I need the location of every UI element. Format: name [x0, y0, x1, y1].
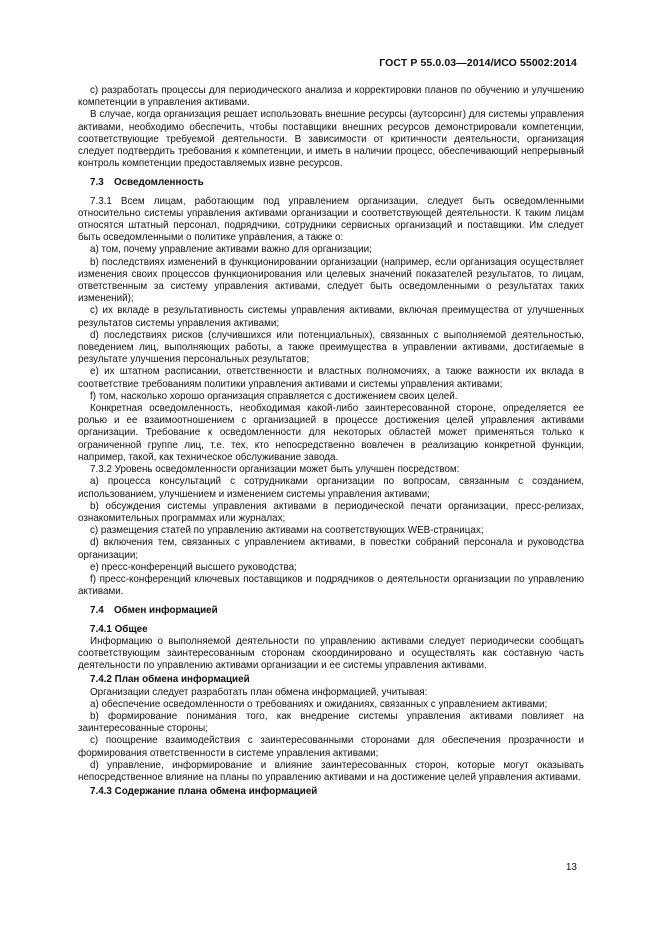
paragraph: Конкретная осведомленность, необходимая какой-либо заинтересованной стороне, определяется ее ролью и ее взаимоотношением с организацией в процессе достижения целей управления активами организации. Требование к осведомленности для некоторых областей может применяться только к ограниченной группе лиц, т.е. тех, кто непосредственно вовлечен в реализацию конкретной функции, например, такой, как техническое обслуживание завода. [78, 403, 584, 463]
paragraph: b) последствиях изменений в функционировании организации (например, если организация осуществляет изменения своих процессов функционирования или целевых значений показателей результатов, то лицам, ответственным за систему управления активами, следует быть осведомленными о результатах таких изменений); [78, 256, 584, 305]
page-number: 13 [565, 862, 577, 873]
paragraph: c) их вкладе в результативность системы управления активами, включая преимущества от улучшенных результатов системы управления активами; [78, 305, 584, 329]
section-heading [78, 605, 584, 617]
paragraph: a) процесса консультаций с сотрудниками организации по вопросам, связанным с созданием, использованием, улучшением и изменением системы управления активами; [78, 476, 584, 500]
paragraph: f) том, насколько хорошо организация справляется с достижением своих целей. [90, 390, 458, 402]
paragraph: c) размещения статей по управлению активами на соответствующих WEB-страницах; [90, 525, 484, 537]
paragraph: a) обеспечение осведомленности о требованиях и ожиданиях, связанных с управлением активами; [90, 698, 548, 710]
document-body [78, 85, 584, 798]
paragraph: f) пресс-конференций ключевых поставщиков и подрядчиков о деятельности организации по управлению активами. [78, 573, 584, 598]
section-number: 7.4 [90, 605, 104, 617]
paragraph: c) поощрение взаимодействия с заинтересованными сторонами для обеспечения прозрачности и формирования ответственности в системе управления активами; [78, 735, 584, 759]
paragraph: a) том, почему управление активами важно для организации; [90, 244, 372, 256]
section-title: Обмен информацией [114, 605, 218, 617]
document-header: ГОСТ Р 55.0.03—2014/ИСО 55002:2014 [379, 57, 577, 69]
paragraph: d) последствиях рисков (случившихся или потенциальных), связанных с выполняемой деятельностью, поведением лиц, выполняющих работы, а также преимущества в управлении активами, достигаемые в результате улучшения персональных результатов; [78, 329, 584, 366]
paragraph: d) управление, информирование и влияние заинтересованных сторон, которые могут оказывать непосредственное влияние на планы по управлению активами и на достижение целей управления активами. [78, 759, 584, 783]
paragraph: 7.3.2 Уровень осведомленности организации может быть улучшен посредством: [90, 464, 460, 476]
section-heading [78, 177, 584, 189]
paragraph: b) обсуждения системы управления активами в периодической печати организации, пресс-релизах, ознакомительных программах или журналах; [78, 500, 584, 524]
paragraph: Информацию о выполняемой деятельности по управлению активами следует периодически сообщать соответствующим заинтересованным сторонам скоординировано и осуществлять как составную часть деятельности по управлению активами организации и ее системы управления активами. [78, 635, 584, 672]
paragraph: c) разработать процессы для периодического анализа и корректировки планов по обучению и улучшению компетенции в управления активами. [78, 85, 584, 109]
paragraph: d) включения тем, связанных с управлением активами, в повестки собраний персонала и руководства организации; [78, 537, 584, 561]
paragraph: В случае, когда организация решает использовать внешние ресурсы (аутсорсинг) для системы управления активами, необходимо обеспечить, чтобы поставщики внешних ресурсов демонстрировали компетенции, соответствующие требуемой деятельности. В зависимости от критичности деятельности, организация следует подтвердить требования к компетенции, и иметь в наличии процесс, обеспечивающий непрерывный контроль компетенции предоставляемых извне ресурсов. [78, 109, 584, 170]
subsection-heading: 7.4.3 Содержание плана обмена информацией [90, 786, 318, 798]
paragraph: e) пресс-конференций высшего руководства; [90, 561, 297, 573]
subsection-heading: 7.4.1 Общее [90, 623, 148, 635]
paragraph: 7.3.1 Всем лицам, работающим под управлением организации, следует быть осведомленными относительно системы управления активами организации и соответствующей деятельности. К таким лицам относятся штатный персонал, подрядчики, сотрудники сервисных организаций и поставщики. Им следует быть осведомленными о политике управления, а также о: [78, 195, 584, 244]
section-title: Осведомленность [114, 177, 204, 189]
paragraph: e) их штатном расписании, ответственности и властных полномочиях, а также важности их вклада в соответствие требованиям политики управления активами и системы управления активами; [78, 366, 584, 390]
paragraph: Организации следует разработать план обмена информацией, учитывая: [90, 686, 428, 698]
subsection-heading: 7.4.2 План обмена информацией [90, 674, 250, 686]
section-number: 7.3 [90, 177, 104, 189]
paragraph: b) формирование понимания того, как внедрение системы управления активами повлияет на заинтересованные стороны; [78, 710, 584, 735]
